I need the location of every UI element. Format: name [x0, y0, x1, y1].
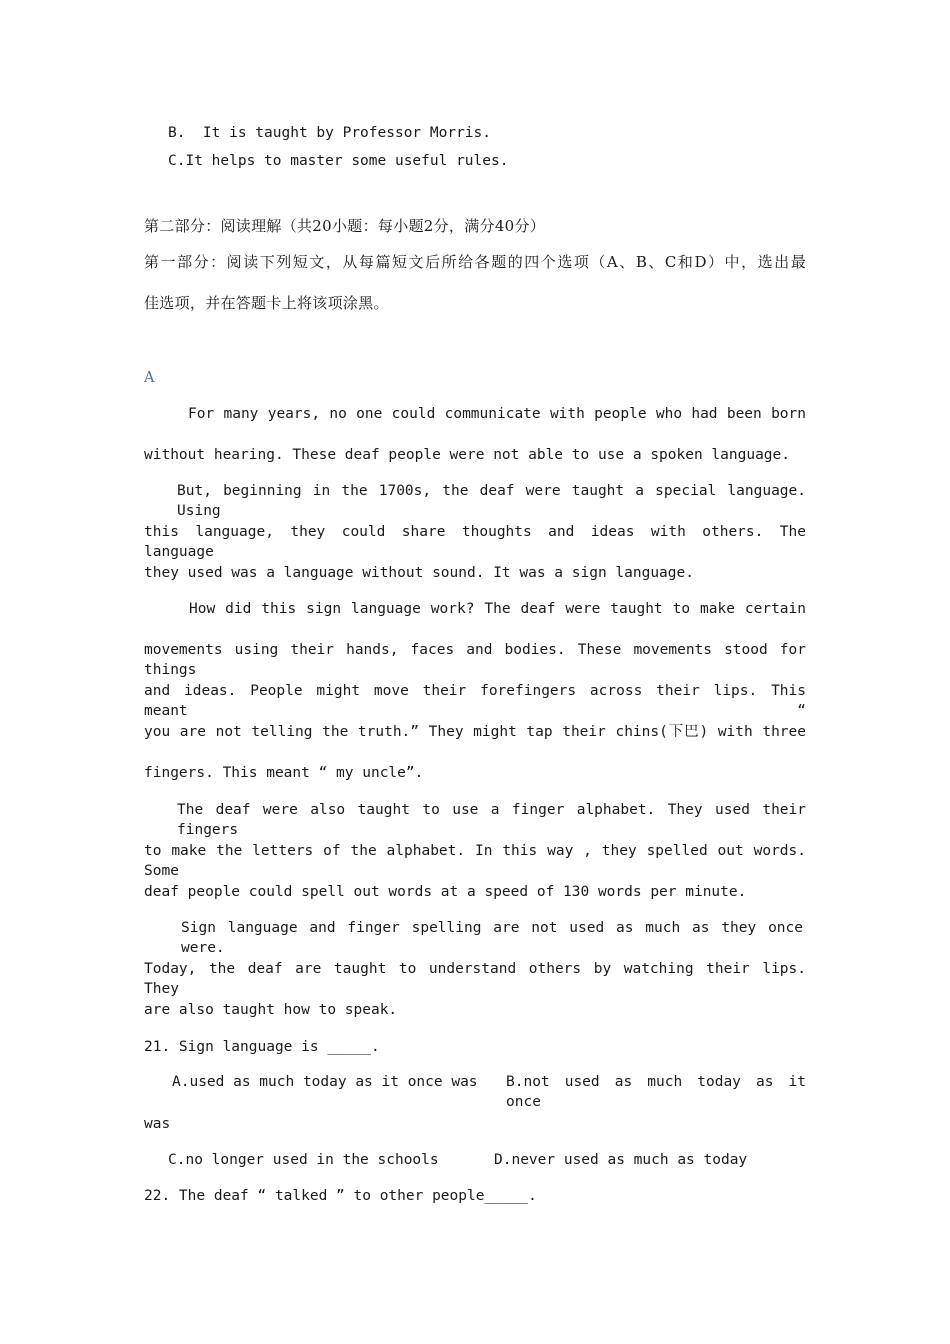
question-21-option-a: A.used as much today as it once was	[172, 1074, 478, 1090]
passage-p3-line2: movements using their hands, faces and bodies. These movements stood for things	[144, 642, 806, 678]
part-two-heading: 第二部分：阅读理解（共20小题：每小题2分，满分40分）	[144, 217, 546, 235]
passage-p4-line3: deaf people could spell out words at a speed of 130 words per minute.	[144, 884, 747, 900]
question-21-options-row2	[144, 1150, 806, 1170]
passage-p3-line3: and ideas. People might move their forefingers across their lips. This meant “	[144, 683, 806, 719]
passage-p5-line2: Today, the deaf are taught to understand others by watching their lips. They	[144, 961, 806, 997]
passage-p3-line5: fingers. This meant “ my uncle”.	[144, 765, 424, 781]
passage-p1-line2: without hearing. These deaf people were not able to use a spoken language.	[144, 447, 791, 463]
part-two-instruction-line1: 第一部分：阅读下列短文，从每篇短文后所给各题的四个选项（A、B、C和D）中，选出最	[144, 253, 806, 271]
prev-option-b: B. It is taught by Professor Morris.	[168, 125, 492, 141]
passage-p4-line2: to make the letters of the alphabet. In this way , they spelled out words. Some	[144, 843, 806, 879]
passage-p1-line1: For many years, no one could communicate with people who had been born	[188, 406, 806, 422]
passage-p2-line3: they used was a language without sound. It was a sign language.	[144, 565, 694, 581]
passage-p3-line1: How did this sign language work? The deaf were taught to make certain	[189, 601, 806, 617]
passage-letter: A	[144, 370, 155, 386]
question-21-option-b-wrap: was	[144, 1116, 171, 1132]
passage-p3-line4: you are not telling the truth.” They might tap their chins(下巴) with three	[144, 724, 806, 740]
question-21-option-b: B.not used as much today as it once	[506, 1074, 806, 1110]
passage-p5-line3: are also taught how to speak.	[144, 1002, 398, 1018]
passage-p4-line1: The deaf were also taught to use a finger alphabet. They used their fingers	[177, 802, 806, 838]
question-22-stem: 22. The deaf “ talked ” to other people_____.	[144, 1188, 537, 1204]
passage-p2-line2: this language, they could share thoughts and ideas with others. The language	[144, 524, 806, 560]
question-21-option-d: D.never used as much as today	[494, 1152, 748, 1168]
passage-p2-line1: But, beginning in the 1700s, the deaf were taught a special language. Using	[177, 483, 806, 519]
prev-option-c: C.It helps to master some useful rules.	[168, 153, 509, 169]
question-21-option-c: C.no longer used in the schools	[168, 1152, 439, 1168]
question-21-stem: 21. Sign language is _____.	[144, 1039, 380, 1055]
passage-p5-line1: Sign language and finger spelling are not used as much as they once were.	[181, 920, 803, 956]
question-21-options-row1	[144, 1072, 806, 1110]
part-two-instruction-line2: 佳选项，并在答题卡上将该项涂黑。	[144, 294, 389, 312]
